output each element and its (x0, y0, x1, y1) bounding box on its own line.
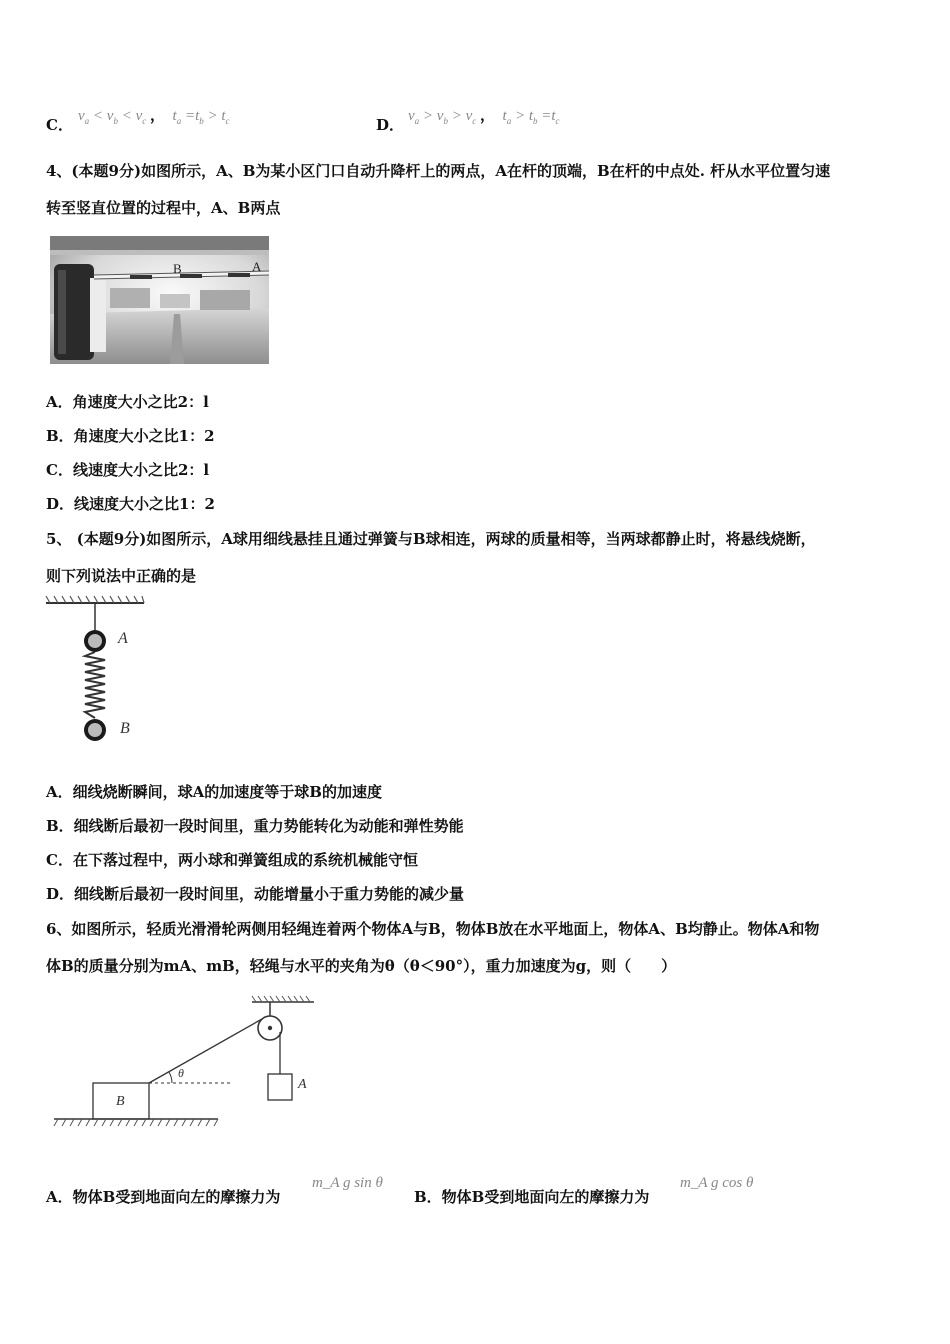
q6-stem-line-1: 6、如图所示，轻质光滑滑轮两侧用轻绳连着两个物体A与B，物体B放在水平地面上，物体A、B均静止。物体A和物 (46, 920, 820, 938)
q5-stem-line-1: 5、 (本题9分)如图所示，A球用细线悬挂且通过弹簧与B球相连，两球的质量相等，当两球都静止时，将悬线烧断， (46, 530, 816, 548)
q4-option-b: B．角速度大小之比1：2 (46, 427, 215, 445)
q4-fig-label-a: A (252, 259, 262, 274)
q6-stem-line-2: 体B的质量分别为mA、mB，轻绳与水平的夹角为θ（θ＜90°），重力加速度为g，则（ ） (46, 957, 677, 975)
q6-fig-label-b: B (116, 1094, 125, 1109)
q6-pulley-figure (50, 994, 320, 1130)
q5-stem-line-2: 则下列说法中正确的是 (46, 567, 197, 585)
q6-option-b: B．物体B受到地面向左的摩擦力为 (414, 1188, 650, 1206)
q4-option-a: A．角速度大小之比2：l (46, 393, 209, 411)
q4-option-d: D．线速度大小之比1：2 (46, 495, 215, 513)
q5-fig-label-a: A (118, 630, 128, 647)
q6-option-b-expression: m_A g cos θ (680, 1175, 754, 1191)
q5-option-a: A．细线烧断瞬间，球A的加速度等于球B的加速度 (46, 783, 382, 801)
q4-barrier-photo (50, 236, 269, 364)
q3-option-c-label: C． (46, 116, 73, 134)
q6-fig-label-a: A (298, 1077, 307, 1092)
q6-option-a-expression: m_A g sin θ (312, 1175, 383, 1191)
q4-stem-line-1: 4、(本题9分)如图所示，A、B为某小区门口自动升降杆上的两点，A在杆的顶端，B在杆的中点处. 杆从水平位置匀速 (46, 162, 831, 180)
q5-option-b: B．细线断后最初一段时间里，重力势能转化为动能和弹性势能 (46, 817, 464, 835)
q6-option-a: A．物体B受到地面向左的摩擦力为 (46, 1188, 281, 1206)
q5-spring-figure (44, 594, 154, 750)
q4-fig-label-b: B (173, 261, 182, 276)
q4-option-c: C．线速度大小之比2：l (46, 461, 210, 479)
q4-stem-line-2: 转至竖直位置的过程中，A、B两点 (46, 199, 281, 217)
q3-option-d-label: D． (376, 116, 405, 134)
q5-option-d: D．细线断后最初一段时间里，动能增量小于重力势能的减少量 (46, 885, 465, 903)
q3-option-c-expression: $v_a < v_b < v_c$ ， $t_a =t_b > t_c$ (78, 108, 230, 126)
q6-fig-label-theta: θ (178, 1066, 184, 1080)
q5-fig-label-b: B (120, 720, 130, 737)
q3-option-d-expression: $v_a > v_b > v_c$ ， $t_a > t_b =t_c$ (408, 108, 560, 126)
q5-option-c: C．在下落过程中，两小球和弹簧组成的系统机械能守恒 (46, 851, 418, 869)
